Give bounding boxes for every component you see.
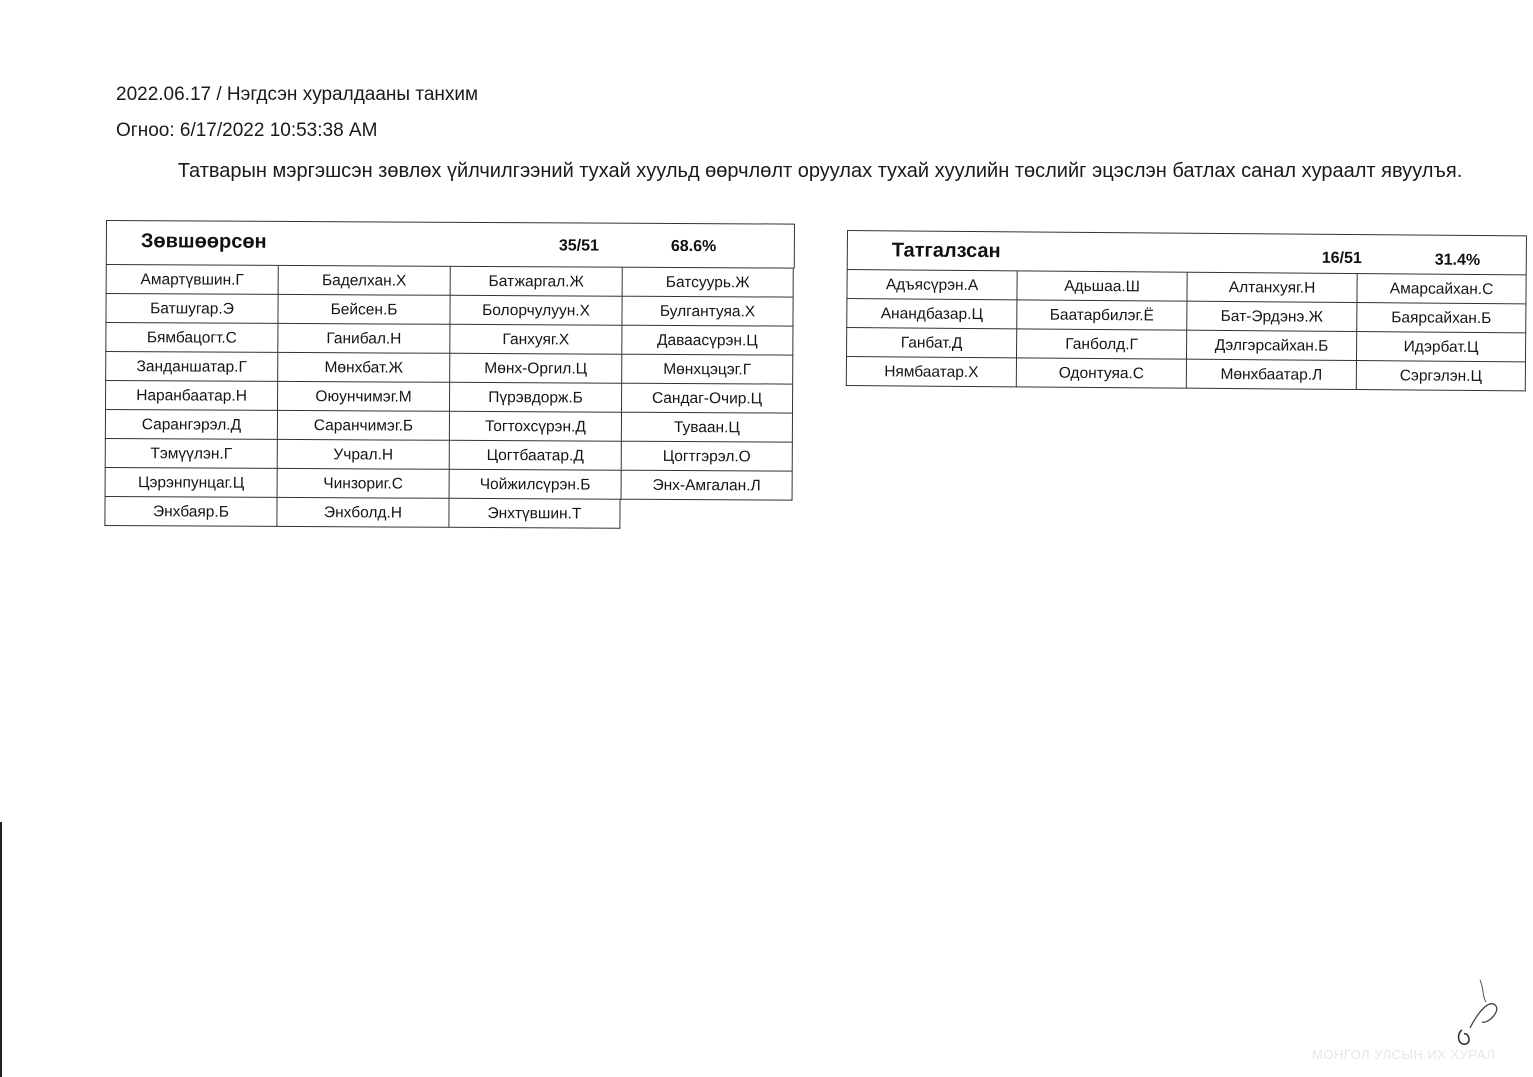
approved-member-name: Бямбацогт.С	[105, 323, 277, 353]
rejected-member-name: Анандбазар.Ц	[846, 299, 1016, 329]
vote-datetime-line: Огноо: 6/17/2022 10:53:38 AM	[116, 120, 378, 141]
approved-member-name: Батжаргал.Ж	[450, 267, 622, 297]
session-location-line: 2022.06.17 / Нэгдсэн хуралдааны танхим	[116, 84, 479, 105]
approved-panel-header	[106, 220, 795, 269]
rejected-count: 16/51	[1321, 249, 1362, 268]
approved-member-name: Цогтбаатар.Д	[449, 441, 621, 471]
approved-count: 35/51	[558, 237, 599, 255]
approved-member-name: Батшугар.Э	[105, 294, 277, 324]
approved-member-name: Сандаг-Очир.Ц	[621, 384, 793, 414]
approved-member-name: Занданшатар.Г	[105, 352, 277, 382]
approved-member-name: Энх-Амгалан.Л	[621, 471, 793, 501]
rejected-member-name: Ганболд.Г	[1016, 329, 1186, 359]
approved-member-name: Болорчулуун.Х	[449, 296, 621, 326]
approved-member-name: Туваан.Ц	[621, 413, 793, 443]
rejected-member-name: Идэрбат.Ц	[1356, 332, 1526, 362]
approved-member-name: Чинзориг.С	[277, 469, 449, 499]
rejected-member-name: Амарсайхан.С	[1356, 274, 1526, 304]
approved-member-name: Амартүвшин.Г	[106, 265, 278, 295]
approved-member-name: Батсуурь.Ж	[622, 268, 794, 298]
parliament-watermark: МОНГОЛ УЛСЫН ИХ ХУРАЛ	[1312, 1047, 1496, 1062]
approved-member-name: Мөнх-Оргил.Ц	[449, 354, 621, 384]
approved-percent: 68.6%	[670, 237, 717, 256]
approved-member-name: Баделхан.Х	[278, 266, 450, 296]
rejected-member-name: Алтанхуяг.Н	[1186, 273, 1356, 303]
approved-member-name: Ганхуяг.Х	[449, 325, 621, 355]
approved-votes-panel	[104, 220, 795, 530]
rejected-member-name: Сэргэлэн.Ц	[1356, 361, 1526, 391]
rejected-member-name: Ганбат.Д	[846, 328, 1016, 358]
approved-member-name: Наранбаатар.Н	[105, 381, 277, 411]
rejected-names-grid	[846, 270, 1527, 391]
rejected-member-name: Баатарбилэг.Ё	[1016, 300, 1186, 330]
approved-member-name: Даваасүрэн.Ц	[621, 326, 793, 356]
handwritten-initial-mark	[1452, 968, 1508, 1048]
approved-member-name: Цогтгэрэл.О	[621, 442, 793, 472]
rejected-panel-header	[847, 230, 1527, 275]
approved-member-name: Мөнхбат.Ж	[277, 353, 449, 383]
approved-member-name: Булгантуяа.Х	[621, 297, 793, 327]
approved-member-name: Чойжилсүрэн.Б	[449, 470, 621, 500]
rejected-member-name: Адьшаа.Ш	[1016, 271, 1186, 301]
rejected-member-name: Нямбаатар.Х	[846, 357, 1016, 387]
vote-subject-title: Татварын мэргэшсэн зөвлөх үйлчилгээний тухай хуульд өөрчлөлт оруулах тухай хуулийн төслийг эцэслэн батлах санал хураалт явуулъя.	[177, 160, 1463, 182]
approved-member-name: Учрал.Н	[277, 440, 449, 470]
rejected-member-name: Дэлгэрсайхан.Б	[1186, 331, 1356, 361]
approved-member-name: Ганибал.Н	[277, 324, 449, 354]
approved-member-name: Оюунчимэг.М	[277, 382, 449, 412]
approved-member-name: Саранчимэг.Б	[277, 411, 449, 441]
approved-label: Зөвшөөрсөн	[140, 230, 267, 253]
approved-member-name: Энхбаяр.Б	[104, 497, 276, 527]
approved-member-name: Бейсен.Б	[277, 295, 449, 325]
approved-member-name: Мөнхцэцэг.Г	[621, 355, 793, 385]
approved-member-name: Тэмүүлэн.Г	[105, 439, 277, 469]
rejected-member-name: Баярсайхан.Б	[1356, 303, 1526, 333]
rejected-member-name: Мөнхбаатар.Л	[1186, 360, 1356, 390]
approved-member-name: Энхболд.Н	[276, 498, 448, 528]
rejected-percent: 31.4%	[1434, 251, 1481, 269]
rejected-member-name: Одонтуяа.С	[1016, 358, 1186, 388]
rejected-label: Татгалзсан	[891, 239, 1001, 263]
approved-member-name: Цэрэнпунцаг.Ц	[105, 468, 277, 498]
rejected-member-name: Адъясүрэн.А	[846, 270, 1016, 300]
scan-edge-line	[0, 822, 2, 1077]
approved-member-name: Тогтохсүрэн.Д	[449, 412, 621, 442]
approved-member-name: Пүрэвдорж.Б	[449, 383, 621, 413]
approved-member-name: Энхтүвшин.Т	[448, 499, 620, 529]
rejected-member-name: Бат-Эрдэнэ.Ж	[1186, 302, 1356, 332]
approved-names-grid	[104, 265, 794, 530]
approved-member-name: Сарангэрэл.Д	[105, 410, 277, 440]
rejected-votes-panel	[846, 230, 1527, 391]
